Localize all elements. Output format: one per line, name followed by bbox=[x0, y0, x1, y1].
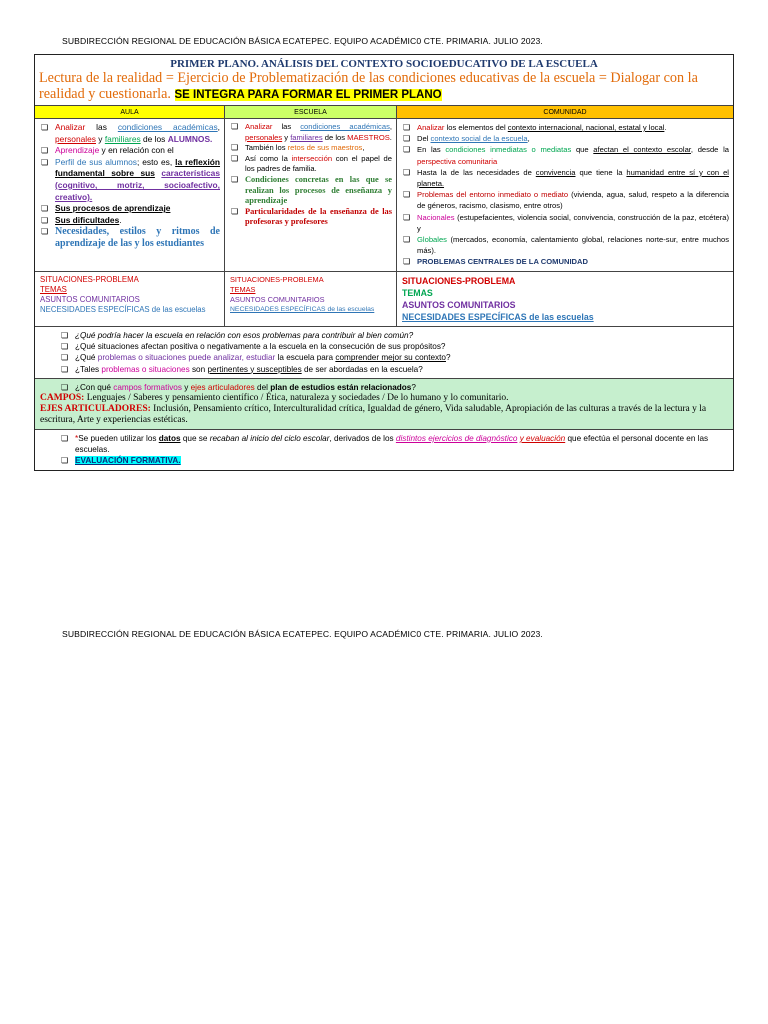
list-item: ❏ En las condiciones inmediatas o mediatas que afectan el contexto escolar, desde la perspectiva comunitaria bbox=[403, 144, 729, 166]
table-title: PRIMER PLANO. ANÁLISIS DEL CONTEXTO SOCIOEDUCATIVO DE LA ESCUELA bbox=[170, 58, 598, 70]
asuntos-label: ASUNTOS COMUNITARIOS bbox=[402, 299, 516, 310]
list-item: ❏ Sus dificultades. bbox=[41, 215, 220, 227]
list-item: ❏ Perfil de sus alumnos; esto es, la reflexión fundamental sobre sus características (cognitivo, motriz, socioafectivo, creativo). bbox=[41, 157, 220, 203]
list-item: ❏ Problemas del entorno inmediato o mediato (vivienda, agua, salud, respeto a la diferencia de géneros, racismo, clasismo, entre otros) bbox=[403, 189, 729, 211]
question-item: ❏ ¿Qué problemas o situaciones puede analizar, estudiar la escuela para comprender mejor su contexto? bbox=[61, 352, 727, 363]
subtitle-text: Lectura de la realidad = Ejercicio de Problematización de las condiciones educativas de la escuela = Dialogar con la realidad y cuestionarla. bbox=[39, 70, 698, 102]
column-header-escuela: ESCUELA bbox=[225, 106, 397, 118]
list-item: ❏ Globales (mercados, economía, calentamiento global, relaciones norte-sur, entre muchos más). bbox=[403, 234, 729, 256]
list-item: ❏ Particularidades de la enseñanza de las profesoras y profesores bbox=[231, 207, 392, 228]
column-header-comunidad: COMUNIDAD bbox=[397, 106, 733, 118]
situaciones-label: SITUACIONES-PROBLEMA bbox=[40, 274, 139, 284]
page-header: SUBDIRECCIÓN REGIONAL DE EDUCACIÓN BÁSICA ECATEPEC. EQUIPO ACADÉMIC0 CTE. PRIMARIA. JULIO 2023. bbox=[62, 36, 543, 46]
comunidad-cell bbox=[397, 119, 733, 271]
list-item: ❏ Analizar las condiciones académicas, personales y familiares de los MAESTROS. bbox=[231, 122, 392, 143]
list-item: ❏ Aprendizaje y en relación con el bbox=[41, 145, 220, 157]
asuntos-label: ASUNTOS COMUNITARIOS bbox=[230, 294, 325, 304]
evaluacion-formativa: EVALUACIÓN FORMATIVA. bbox=[75, 456, 181, 466]
campos-ejes-section bbox=[35, 378, 733, 429]
subtitle-highlight: SE INTEGRA PARA FORMAR EL PRIMER PLANO bbox=[174, 89, 442, 101]
list-item: ❏ Del contexto social de la escuela, bbox=[403, 133, 729, 144]
asuntos-label: ASUNTOS COMUNITARIOS bbox=[40, 294, 140, 304]
necesidades-label: NECESIDADES ESPECÍFICAS de las escuelas bbox=[230, 305, 375, 313]
temas-label: TEMAS bbox=[230, 284, 256, 294]
list-item: ❏ Hasta la de las necesidades de convivencia que tiene la humanidad entre sí y con el planeta. bbox=[403, 167, 729, 189]
column-headers bbox=[35, 105, 733, 118]
necesidades-label: NECESIDADES ESPECÍFICAS de las escuelas bbox=[40, 304, 206, 314]
list-item: ❏ Sus procesos de aprendizaje bbox=[41, 203, 220, 215]
list-item: ❏ Así como la intersección con el papel de los padres de familia. bbox=[231, 154, 392, 175]
page-footer-header: SUBDIRECCIÓN REGIONAL DE EDUCACIÓN BÁSICA ECATEPEC. EQUIPO ACADÉMIC0 CTE. PRIMARIA. JULIO 2023. bbox=[62, 629, 543, 639]
campos-label: CAMPOS: bbox=[40, 392, 85, 403]
list-item: ❏ Nacionales (estupefacientes, violencia social, convivencia, construcción de la paz, etcétera) y bbox=[403, 212, 729, 234]
aula-cell bbox=[35, 119, 225, 271]
note-item bbox=[61, 455, 727, 466]
necesidades-label: NECESIDADES ESPECÍFICAS de las escuelas bbox=[402, 311, 594, 322]
temas-label: TEMAS bbox=[402, 287, 433, 298]
situaciones-row bbox=[35, 271, 733, 326]
ejes-text: Inclusión, Pensamiento crítico, Interculturalidad crítica, Igualdad de género, Vida saludable, Apropiación de las culturas a través de la lectura y la escritura, Arte y experiencias estéticas. bbox=[40, 403, 707, 425]
question-item: ❏ ¿Qué podría hacer la escuela en relación con esos problemas para contribuir al bien común? bbox=[61, 330, 727, 341]
list-item: ❏ Analizar las condiciones académicas, personales y familiares de los ALUMNOS. bbox=[41, 122, 220, 145]
list-item: ❏ También los retos de sus maestros, bbox=[231, 143, 392, 154]
note-item: ❏ *Se pueden utilizar los datos que se recaban al inicio del ciclo escolar, derivados de los distintos ejercicios de diagnóstico y evaluación que efectúa el personal docente en las escuelas. bbox=[61, 433, 727, 456]
situaciones-aula bbox=[35, 272, 225, 326]
questions-section bbox=[35, 326, 733, 378]
primer-plano-table bbox=[34, 54, 734, 471]
list-item: ❏ Condiciones concretas en las que se realizan los procesos de enseñanza y aprendizaje bbox=[231, 175, 392, 207]
list-item: ❏ Necesidades, estilos y ritmos de aprendizaje de las y los estudiantes bbox=[41, 226, 220, 250]
escuela-cell bbox=[225, 119, 397, 271]
question-item: ❏ ¿Con qué campos formativos y ejes articuladores del plan de estudios están relacionados? bbox=[61, 382, 727, 393]
question-item: ❏ ¿Qué situaciones afectan positiva o negativamente a la escuela en la consecución de sus propósitos? bbox=[61, 341, 727, 352]
content-row bbox=[35, 118, 733, 271]
list-item: ❏ PROBLEMAS CENTRALES DE LA COMUNIDAD bbox=[403, 256, 729, 267]
table-subtitle bbox=[35, 70, 733, 105]
campos-text: Lenguajes / Saberes y pensamiento científico / Ética, naturaleza y sociedades / De lo humano y lo comunitario. bbox=[86, 392, 509, 403]
situaciones-label: SITUACIONES-PROBLEMA bbox=[402, 275, 516, 286]
ejes-label: EJES ARTICULADORES: bbox=[40, 403, 151, 414]
situaciones-label: SITUACIONES-PROBLEMA bbox=[230, 274, 324, 284]
situaciones-comunidad bbox=[397, 272, 733, 326]
column-header-aula: AULA bbox=[35, 106, 225, 118]
situaciones-escuela bbox=[225, 272, 397, 326]
question-item: ❏ ¿Tales problemas o situaciones son pertinentes y susceptibles de ser abordadas en la escuela? bbox=[61, 364, 727, 375]
notes-section bbox=[35, 429, 733, 470]
temas-label: TEMAS bbox=[40, 284, 67, 294]
list-item: ❏ Analizar los elementos del contexto internacional, nacional, estatal y local. bbox=[403, 122, 729, 133]
